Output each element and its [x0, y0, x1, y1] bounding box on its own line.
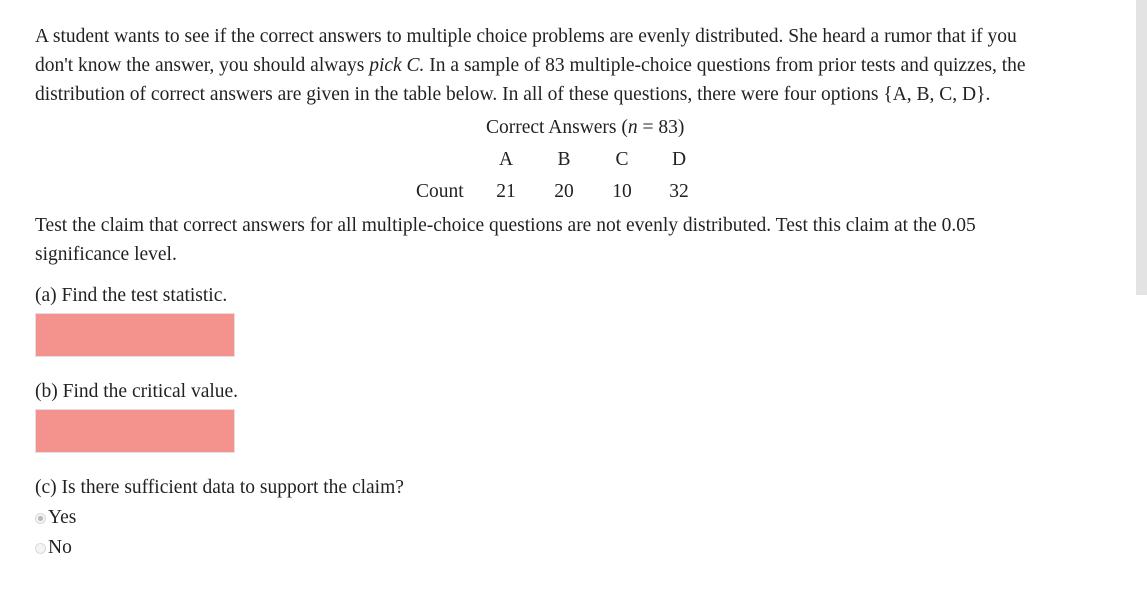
claim-line-1: Test the claim that correct answers for all multiple-choice questions are not evenly distributed. Test this claim at the 0.05: [35, 215, 976, 236]
intro-line-2-pre: don't know the answer, you should always: [35, 55, 370, 76]
problem-content: [35, 22, 1095, 561]
count-label: Count: [416, 181, 464, 202]
header-c: C: [615, 149, 629, 170]
question-a-label: (a) Find the test statistic.: [35, 285, 228, 306]
scrollbar-thumb[interactable]: [1136, 0, 1147, 295]
count-a: 21: [496, 181, 516, 202]
table-caption: [486, 117, 684, 139]
header-d: D: [671, 149, 687, 170]
claim-text: [35, 211, 1095, 269]
radio-no-icon[interactable]: [35, 543, 46, 554]
vertical-scrollbar[interactable]: [1136, 0, 1147, 596]
intro-line-1: A student wants to see if the correct answers to multiple choice problems are evenly distributed. She heard a rumor that if you: [35, 26, 1017, 47]
count-c: 10: [612, 181, 632, 202]
intro-emphasis: pick C.: [369, 55, 425, 76]
caption-post: = 83): [637, 117, 685, 138]
count-d: 32: [669, 181, 689, 202]
intro-line-2-post: In a sample of 83 multiple-choice questions from prior tests and quizzes, the: [424, 55, 1026, 76]
option-yes-label: Yes: [48, 507, 77, 528]
radio-yes-icon[interactable]: [35, 513, 46, 524]
question-b-label: (b) Find the critical value.: [35, 381, 239, 402]
option-yes[interactable]: [35, 505, 1095, 531]
caption-pre: Correct Answers (: [486, 117, 628, 138]
test-statistic-answer-box[interactable]: [35, 313, 235, 357]
header-b: B: [557, 149, 571, 170]
option-no[interactable]: [35, 535, 1095, 561]
header-a: A: [498, 149, 514, 170]
problem-intro: [35, 22, 1095, 109]
question-c-label: (c) Is there sufficient data to support the claim?: [35, 477, 404, 498]
claim-line-2: significance level.: [35, 244, 177, 265]
answers-table: [35, 115, 1095, 211]
caption-variable: n: [627, 117, 638, 138]
option-no-label: No: [48, 537, 72, 558]
intro-line-3: distribution of correct answers are given in the table below. In all of these questions, there were four options {A, B, C, D}.: [35, 84, 991, 105]
critical-value-answer-box[interactable]: [35, 409, 235, 453]
count-b: 20: [554, 181, 574, 202]
